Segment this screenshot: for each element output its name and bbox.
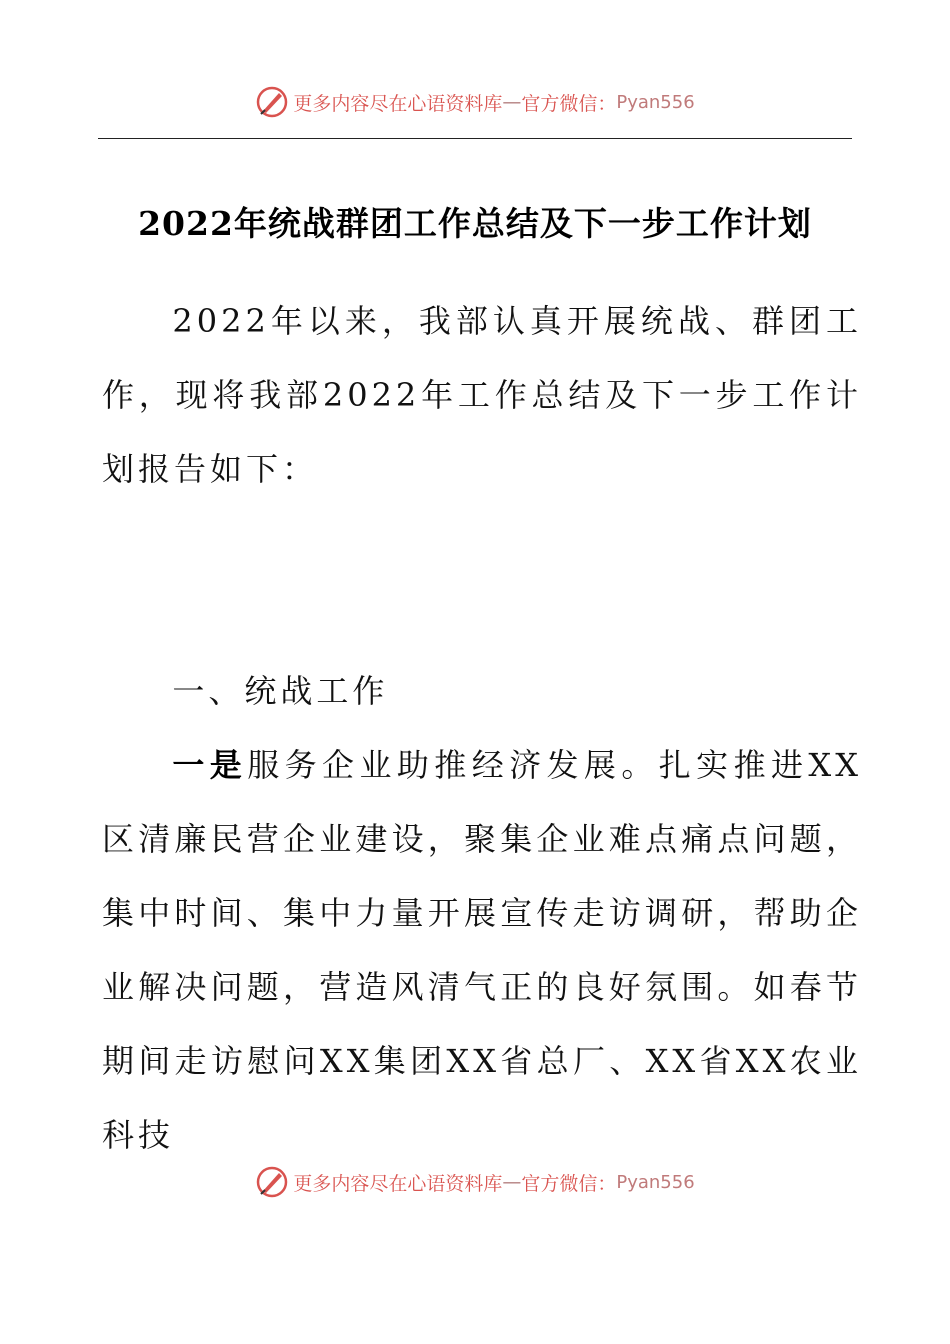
header-banner <box>0 80 950 124</box>
quill-logo-icon <box>255 1165 289 1199</box>
banner-wechat-label: 官方微信： <box>521 92 617 115</box>
banner-wechat-id: Pyan556 <box>616 91 695 113</box>
banner-wechat-id: Pyan556 <box>616 1171 695 1193</box>
paragraph-gap <box>102 506 862 654</box>
section-paragraph <box>102 728 862 1172</box>
banner-main-text: 更多内容尽在心语资料库 <box>293 92 503 115</box>
header-divider <box>98 138 852 139</box>
banner-main-text: 更多内容尽在心语资料库 <box>293 1172 503 1195</box>
section-heading: 一、统战工作 <box>172 672 389 710</box>
footer-banner <box>0 1160 950 1204</box>
banner-wechat-label: 官方微信： <box>521 1172 617 1195</box>
intro-paragraph: 2022年以来，我部认真开展统战、群团工作，现将我部2022年工作总结及下一步工作计划报告如下： <box>102 302 862 488</box>
banner-separator: — <box>502 91 522 113</box>
paragraph-text: 服务企业助推经济发展。扎实推进XX区清廉民营企业建设，聚集企业难点痛点问题，集中时间、集中力量开展宣传走访调研，帮助企业解决问题，营造风清气正的良好氛围。如春节期间走访慰问XX集团XX省总厂、XX省XX农业科技 <box>102 746 862 1154</box>
quill-logo-icon <box>255 85 289 119</box>
document-body <box>102 284 862 1172</box>
document-title: 2022年统战群团工作总结及下一步工作计划 <box>138 204 812 243</box>
paragraph-lead: 一是 <box>172 746 248 784</box>
banner-separator: — <box>502 1171 522 1193</box>
